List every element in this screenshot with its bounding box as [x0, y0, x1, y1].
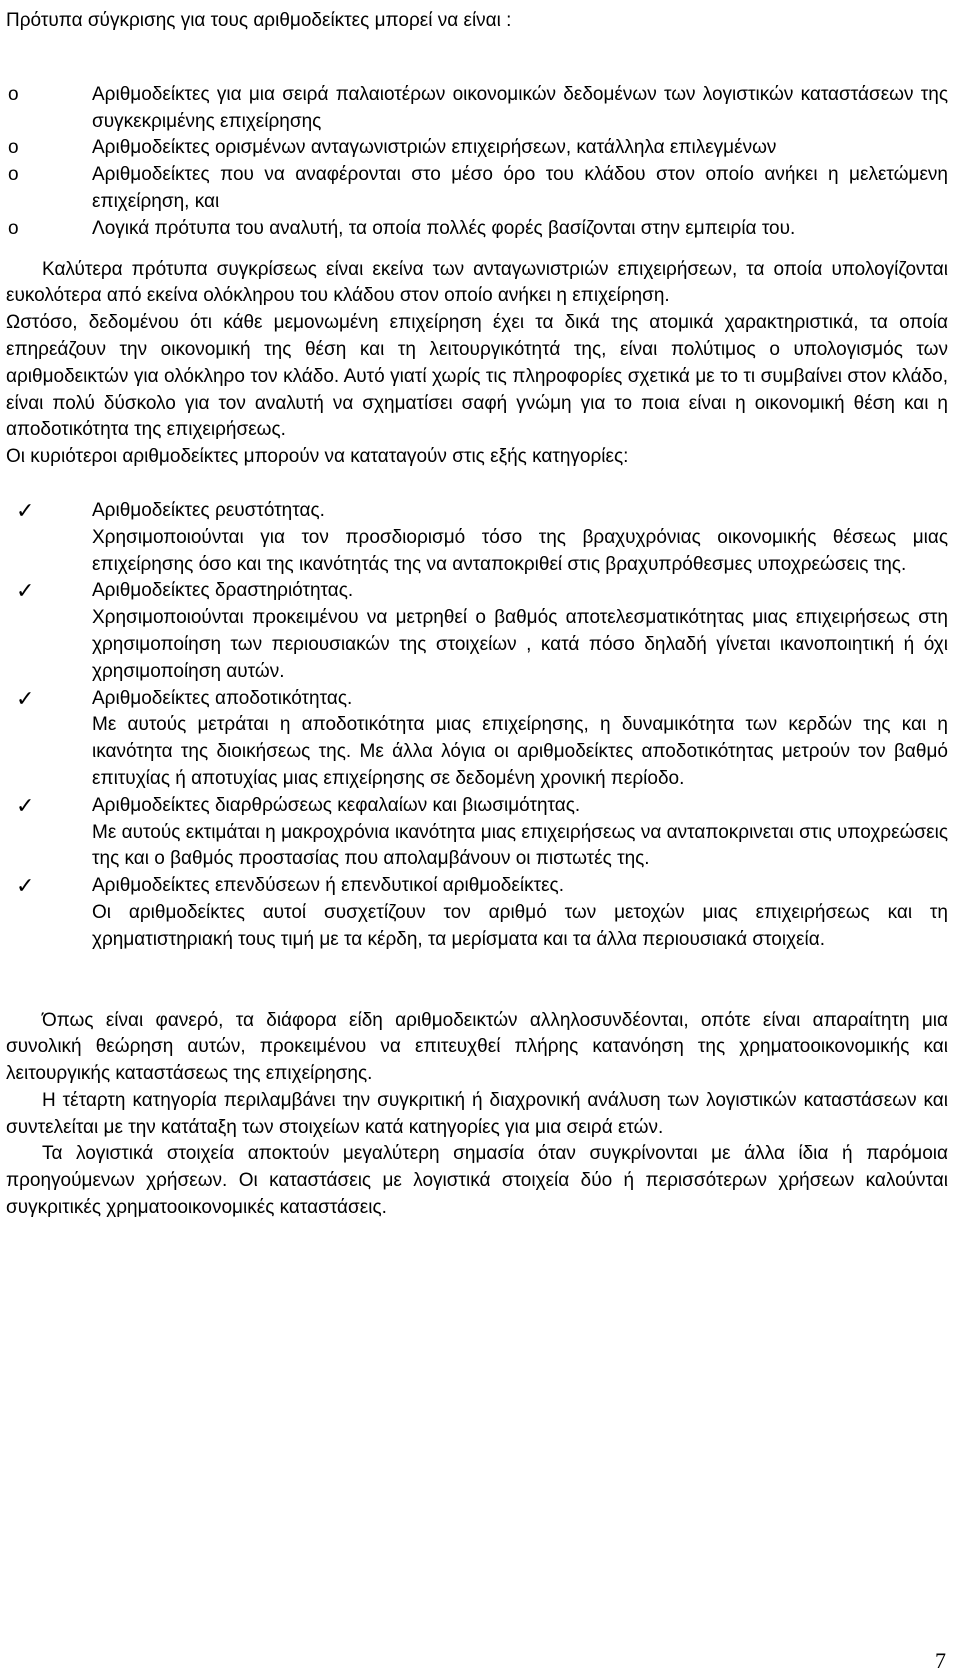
list-item [6, 216, 948, 243]
list-item [6, 82, 948, 136]
circle-bullet-icon: o [8, 164, 19, 186]
category-title: Αριθμοδείκτες διαρθρώσεως κεφαλαίων και βιωσιμότητας. [92, 794, 581, 816]
comparison-standards-list [6, 82, 948, 243]
category-title: Αριθμοδείκτες αποδοτικότητας. [92, 687, 353, 709]
list-item [6, 135, 948, 162]
list-item-text: Αριθμοδείκτες για μια σειρά παλαιοτέρων οικονομικών δεδομένων των λογιστικών καταστάσεων της συγκεκριμένης επιχείρησης [92, 83, 948, 132]
intro-text: Πρότυπα σύγκρισης για τους αριθμοδείκτες μπορεί να είναι : [6, 10, 512, 31]
ratio-categories-list [6, 498, 948, 954]
paragraph-comparative-statements: Τα λογιστικά στοιχεία αποκτούν μεγαλύτερη σημασία όταν συγκρίνονται με άλλα ίδια ή παρόμοια προηγούμενων χρήσεων. Οι καταστάσεις με λογιστικά στοιχεία δύο ή περισσότερων χρήσεων καλούνται συγκριτικές χρηματοοικονομικές καταστάσεις. [6, 1143, 948, 1219]
category-description: Οι αριθμοδείκτες αυτοί συσχετίζουν τον αριθμό των μετοχών μιας επιχειρήσεως και τη χρηματιστηριακή τους τιμή με τα κέρδη, τα μερίσματα και τα άλλα περιουσιακά στοιχεία. [92, 901, 948, 950]
category-item-activity [6, 578, 948, 685]
category-description: Χρησιμοποιούνται προκειμένου να μετρηθεί ο βαθμός αποτελεσματικότητας μιας επιχειρήσεως στη χρησιμοποίηση των περιουσιακών της στοιχείων , κατά πόσο δηλαδή γίνεται ικανοποιητική ή όχι χρησιμοποίηση αυτών. [92, 607, 948, 682]
category-item-profitability [6, 686, 948, 793]
category-description: Χρησιμοποιούνται για τον προσδιορισμό τόσο της βραχυχρόνιας οικονομικής θέσεως μιας επιχείρησης όσο και της ικανότητάς της να ανταποκριθεί στις βραχυπρόθεσμες υποχρεώσεις της. [92, 526, 948, 575]
category-description: Με αυτούς μετράται η αποδοτικότητα μιας επιχείρησης, η δυναμικότητα των κερδών της και η ικανότητα της διοικήσεως της. Με άλλα λόγια οι αριθμοδείκτες αποδοτικότητας μετρούν τον βαθμό επιτυχίας ή αποτυχίας μιας επιχείρησης σε δεδομένη χρονική περίοδο. [92, 714, 948, 789]
category-item-capital-structure [6, 793, 948, 873]
circle-bullet-icon: o [8, 137, 19, 159]
checkmark-icon: ✓ [16, 497, 35, 523]
category-item-investment [6, 873, 948, 953]
checkmark-icon: ✓ [16, 792, 35, 818]
circle-bullet-icon: o [8, 217, 19, 239]
category-title: Αριθμοδείκτες δραστηριότητας. [92, 580, 354, 602]
closing-section [6, 1008, 948, 1222]
category-description: Με αυτούς εκτιμάται η μακροχρόνια ικανότητα μιας επιχειρήσεως να ανταποκρινεται στις υποχρεώσεις της και ο βαθμός προστασίας που απολαμβάνουν οι πιστωτές της. [92, 821, 948, 870]
category-title: Αριθμοδείκτες ρευστότητας. [92, 499, 325, 521]
paragraph-categories-intro: Οι κυριότεροι αριθμοδείκτες μπορούν να καταταγούν στις εξής κατηγορίες: [6, 446, 629, 468]
list-item-text: Αριθμοδείκτες ορισμένων ανταγωνιστριών επιχειρήσεων, κατάλληλα επιλεγμένων [92, 137, 777, 159]
checkmark-icon: ✓ [16, 873, 35, 899]
list-item-text: Αριθμοδείκτες που να αναφέρονται στο μέσο όρο του κλάδου στον οποίο ανήκει η μελετώμενη επιχείρηση, και [92, 164, 948, 212]
category-title: Αριθμοδείκτες επενδύσεων ή επενδυτικοί αριθμοδείκτες. [92, 875, 564, 897]
paragraph-interrelation: Όπως είναι φανερό, τα διάφορα είδη αριθμοδεικτών αλληλοσυνδέονται, οπότε είναι απαραίτητη μια συνολική θεώρηση αυτών, προκειμένου να επιτευχθεί πλήρης κατανόηση της χρηματοοικονομικής και λειτουργικής καταστάσεως της επιχείρησης. [6, 1009, 948, 1085]
list-item [6, 162, 948, 216]
circle-bullet-icon: o [8, 83, 19, 105]
paragraph-industry-ratios: Ωστόσο, δεδομένου ότι κάθε μεμονωμένη επιχείρηση έχει τα δικά της ατομικά χαρακτηριστικά, τα οποία επηρεάζουν την οικονομική της θέση και τη λειτουργικότητά της, είναι πολύτιμος ο υπολογισμός των αριθμοδεικτών για ολόκληρο τον κλάδο. Αυτό γιατί χωρίς τις πληροφορίες σχετικά με το τι συμβαίνει στον κλάδο, είναι πολύ δύσκολο για τον αναλυτή να σχηματίσει σαφή γνώμη για το ποια είναι η οικονομική θέση και η αποδοτικότητα της επιχειρήσεως. [6, 312, 948, 441]
paragraph-fourth-category: Η τέταρτη κατηγορία περιλαμβάνει την συγκριτική ή διαχρονική ανάλυση των λογιστικών καταστάσεων και συντελείται με την κατάταξη των στοιχείων κατά κατηγορίες για μια σειρά ετών. [6, 1089, 948, 1138]
category-item-liquidity [6, 498, 948, 578]
checkmark-icon: ✓ [16, 685, 35, 711]
page-number: 7 [935, 1648, 946, 1673]
paragraph-better-standards: Καλύτερα πρότυπα συγκρίσεως είναι εκείνα των ανταγωνιστριών επιχειρήσεων, τα οποία υπολογίζονται ευκολότερα από εκείνα ολόκληρου του κλάδου στον οποίο ανήκει η επιχείρηση. [6, 258, 948, 307]
checkmark-icon: ✓ [16, 578, 35, 604]
list-item-text: Λογικά πρότυπα του αναλυτή, τα οποία πολλές φορές βασίζονται στην εμπειρία του. [92, 217, 796, 239]
